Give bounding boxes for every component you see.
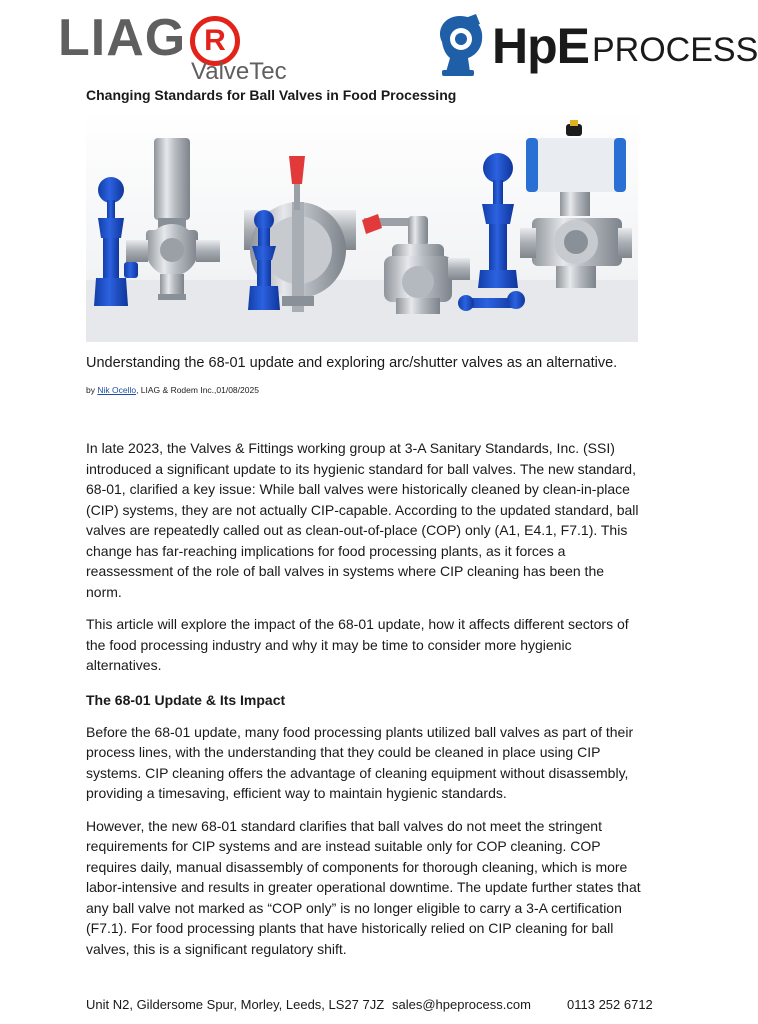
liag-logo-word: LIAG [58,9,187,67]
article-body [86,438,642,971]
paragraph: However, the new 68-01 standard clarifies that ball valves do not meet the stringent requirements for CIP systems and are instead suitable only for COP cleaning. COP requires daily, manual disassembly of components for thorough cleaning, which is more labor-intensive and results in greater operational downtime. The update further states that any ball valve not marked as “COP only” is no longer eligible to carry a 3-A certification (F7.1). For food processing plants that have historically relied on CIP cleaning for ball valves, this is a significant regulatory shift. [86,817,641,957]
byline-prefix: by [86,385,98,395]
author-link[interactable]: Nik Ocello [97,385,137,395]
registered-mark-icon: R [190,16,240,66]
paragraph: Before the 68-01 update, many food processing plants utilized ball valves as part of their process lines, with the understanding that they could be cleaned in place using CIP systems. CIP cleaning offers the advantage of cleaning equipment without disassembly, providing a timesaving, efficient way to maintain hygienic standards. [86,723,634,801]
byline-affiliation-date: , LIAG & Rodem Inc.,01/08/2025 [136,385,259,395]
paragraph: This article will explore the impact of the 68-01 update, how it affects different sectors of the food processing industry and why it may be time to consider more hygienic alternatives. [86,616,629,673]
footer-phone[interactable]: 0113 252 6712 [567,997,653,1012]
section-heading: The 68-01 Update & Its Impact [86,691,286,708]
article-subtitle: Understanding the 68-01 update and exploring arc/shutter valves as an alternative. [86,355,618,371]
liag-logo-subtitle: ValveTec [191,58,287,85]
footer-email[interactable]: sales@hpeprocess.com [392,997,531,1012]
article-title: Changing Standards for Ball Valves in Food Processing [86,87,457,103]
hpe-logo-process: PROCESS [592,31,758,69]
liag-valvetec-logo [58,10,288,84]
footer-address: Unit N2, Gildersome Spur, Morley, Leeds, LS27 7JZ [86,997,385,1012]
hpe-process-logo [430,12,758,82]
byline [86,385,259,395]
hpe-logo-word: HpE [492,18,589,74]
paragraph: In late 2023, the Valves & Fittings working group at 3-A Sanitary Standards, Inc. (SSI) introduced a significant update to its hygienic standard for ball valves. The new standard, 68-01, clarified a key issue: While ball valves were historically cleaned by clean-in-place (CIP) systems, they are not actually CIP-capable. According to the updated standard, ball valves are repeatedly called out as clean-out-of-place (COP) only (A1, E4.1, F7.1). This change has far-reaching implications for food processing plants, as it forces a reassessment of the role of ball valves in systems where CIP cleaning has been the norm. [86,440,639,600]
pump-logo-icon [430,12,490,78]
valves-product-photo [86,110,638,342]
